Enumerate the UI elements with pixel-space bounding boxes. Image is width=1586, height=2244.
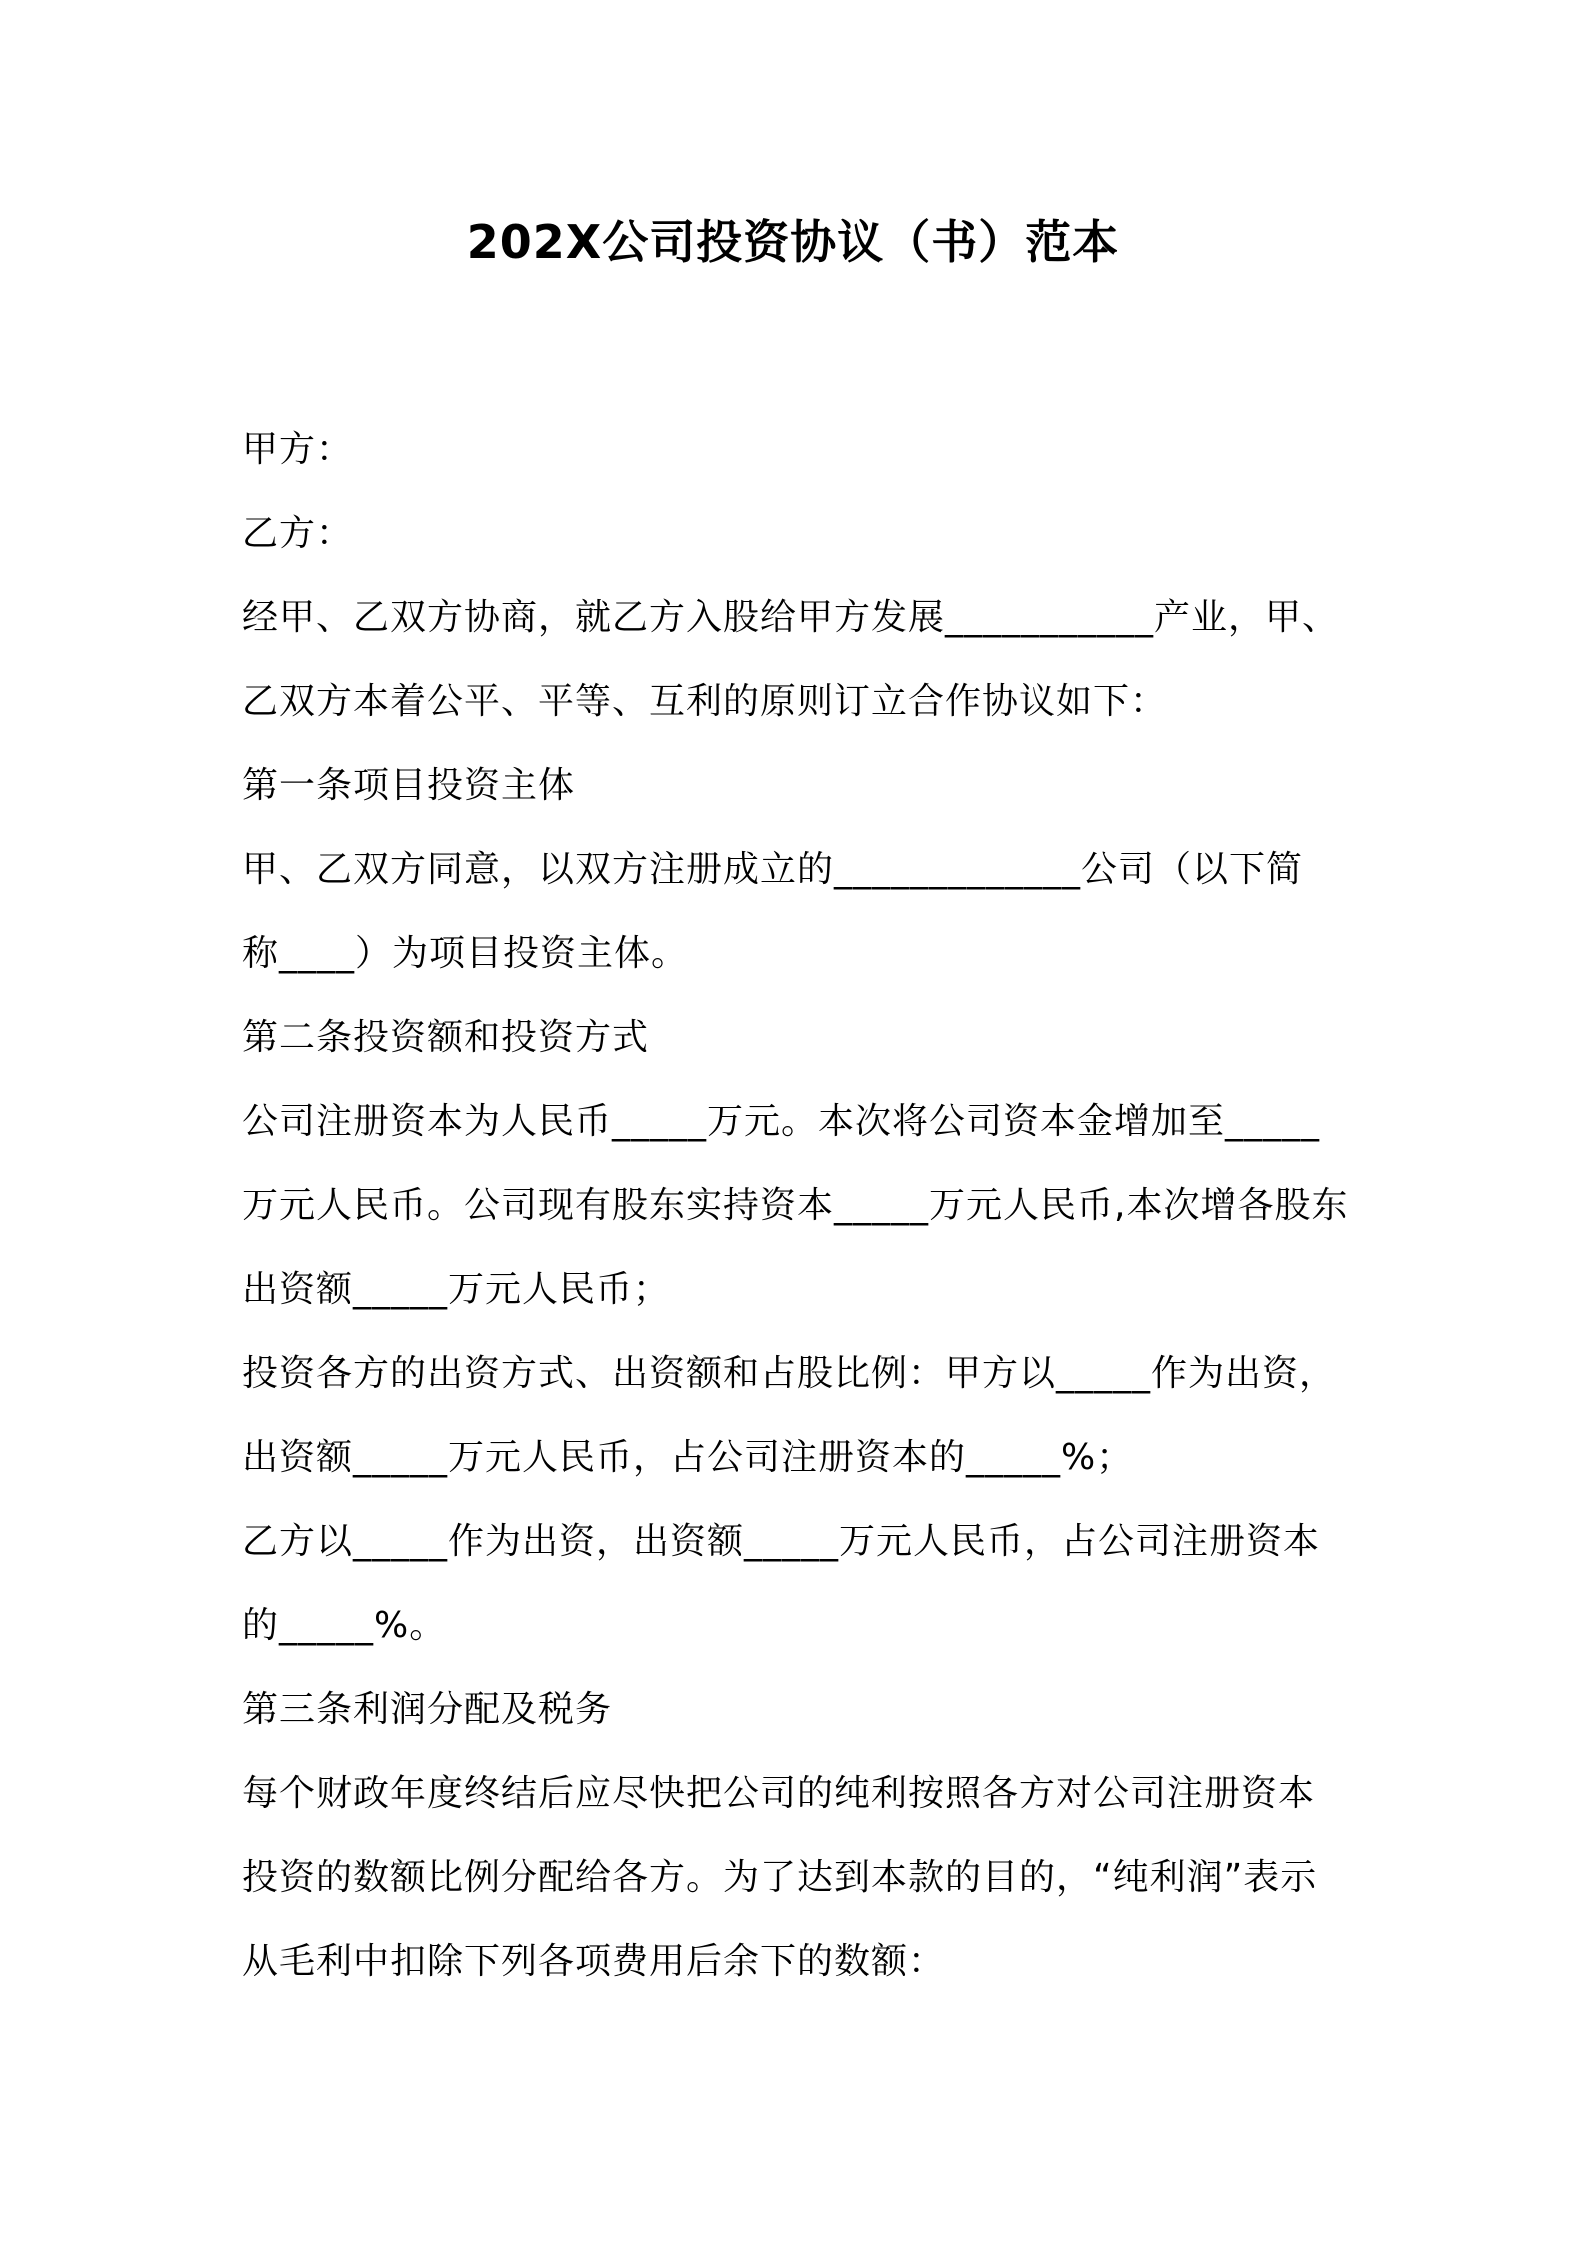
article-2-line-5: 出资额_____万元人民币，占公司注册资本的_____%；: [242, 1437, 1134, 1478]
article-1-line-1: 甲、乙双方同意，以双方注册成立的_____________公司（以下简: [242, 849, 1304, 890]
party-b-line: 乙方：: [242, 513, 354, 554]
article-1-heading: 第一条项目投资主体: [242, 765, 576, 806]
article-2-line-2: 万元人民币。公司现有股东实持资本_____万元人民币,本次增各股东: [242, 1185, 1349, 1226]
preamble-line-2: 乙双方本着公平、平等、互利的原则订立合作协议如下：: [242, 681, 1168, 722]
preamble-line-1: 经甲、乙双方协商，就乙方入股给甲方发展___________产业，甲、: [242, 597, 1340, 638]
article-1-line-2: 称____）为项目投资主体。: [242, 933, 689, 974]
article-2-line-1: 公司注册资本为人民币_____万元。本次将公司资本金增加至_____: [242, 1101, 1321, 1142]
document-body: [242, 408, 1352, 2004]
article-2-line-3: 出资额_____万元人民币；: [242, 1269, 671, 1310]
party-a-line: 甲方：: [242, 429, 354, 470]
article-2-line-6: 乙方以_____作为出资，出资额_____万元人民币，占公司注册资本: [242, 1521, 1321, 1562]
article-3-line-2: 投资的数额比例分配给各方。为了达到本款的目的，“纯利润”表示: [242, 1857, 1318, 1898]
article-3-heading: 第三条利润分配及税务: [242, 1689, 613, 1730]
document-title: 202X公司投资协议（书）范本: [466, 215, 1120, 269]
article-2-heading: 第二条投资额和投资方式: [242, 1017, 650, 1058]
article-3-line-1: 每个财政年度终结后应尽快把公司的纯利按照各方对公司注册资本: [242, 1773, 1316, 1814]
article-3-line-3: 从毛利中扣除下列各项费用后余下的数额：: [242, 1941, 946, 1982]
article-2-line-7: 的_____%。: [242, 1605, 447, 1646]
article-2-line-4: 投资各方的出资方式、出资额和占股比例：甲方以_____作为出资，: [242, 1353, 1337, 1394]
